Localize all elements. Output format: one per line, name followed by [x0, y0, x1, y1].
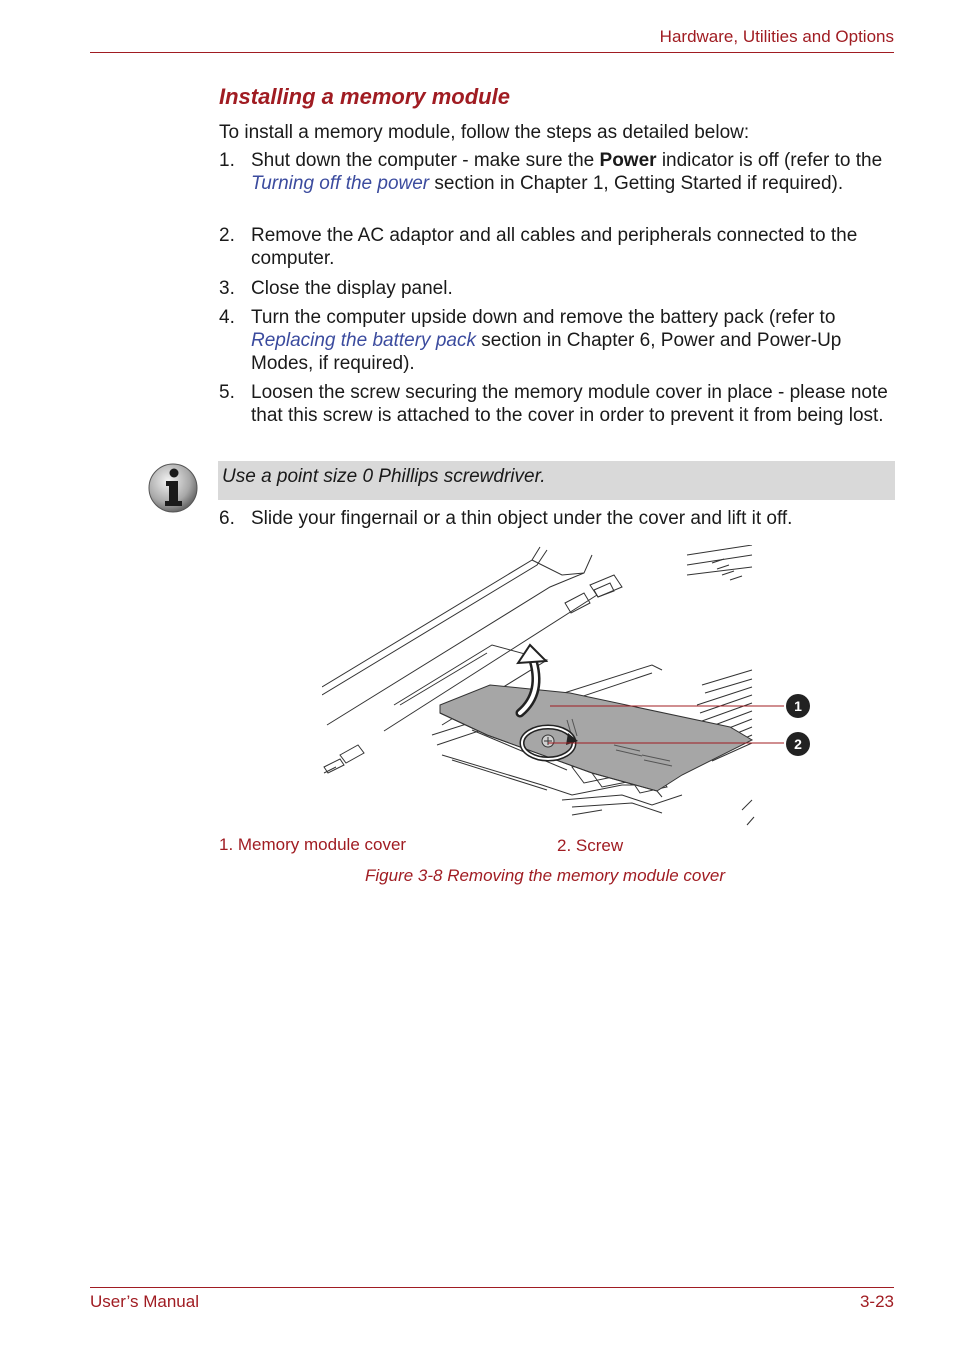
svg-text:2: 2: [794, 736, 802, 752]
callout-2: [786, 732, 810, 756]
step-1: [219, 149, 895, 195]
header-divider: [90, 52, 894, 53]
step-6: [219, 507, 895, 530]
legend-memory-module-cover: 1. Memory module cover: [219, 835, 407, 854]
figure-caption: Figure 3-8 Removing the memory module cover: [365, 866, 725, 885]
footer-manual-title: User’s Manual: [90, 1292, 199, 1311]
step-text: Turn the computer upside down and remove the battery pack (refer to Replacing the battery pack section in Chapter 6, Power and Power-Up Modes, if required).: [251, 307, 842, 374]
turning-off-power-link[interactable]: Turning off the power: [251, 173, 430, 194]
legend-screw: 2. Screw: [557, 836, 624, 855]
step-number: 5.: [219, 382, 235, 403]
note-box: [218, 461, 895, 500]
running-header: Hardware, Utilities and Options: [659, 27, 894, 46]
svg-text:1: 1: [794, 698, 802, 714]
intro-paragraph: To install a memory module, follow the steps as detailed below:: [219, 122, 750, 143]
step-number: 1.: [219, 150, 235, 171]
step-number: 3.: [219, 278, 235, 299]
page-number: 3-23: [859, 1292, 894, 1311]
step-5: [219, 381, 895, 427]
step-text: Loosen the screw securing the memory module cover in place - please note that this screw is attached to the cover in order to prevent it from being lost.: [251, 382, 888, 426]
step-3: [219, 277, 895, 300]
section-heading: Installing a memory module: [219, 84, 510, 109]
step-number: 4.: [219, 307, 235, 328]
step-text: Shut down the computer - make sure the Power indicator is off (refer to the Turning off the power section in Chapter 1, Getting Started if required).: [251, 150, 883, 194]
note-text: Use a point size 0 Phillips screwdriver.: [222, 466, 546, 487]
step-text: Close the display panel.: [251, 278, 453, 299]
step-4: [219, 306, 895, 375]
replacing-battery-pack-link[interactable]: Replacing the battery pack: [251, 330, 476, 351]
step-number: 2.: [219, 225, 235, 246]
callout-1: [786, 694, 810, 718]
step-text: Remove the AC adaptor and all cables and peripherals connected to the computer.: [251, 225, 858, 269]
memory-cover-illustration: [322, 545, 817, 830]
info-icon: [147, 462, 199, 514]
footer-divider: [90, 1287, 894, 1288]
step-2: [219, 224, 895, 270]
step-text: Slide your fingernail or a thin object under the cover and lift it off.: [251, 508, 793, 529]
step-number: 6.: [219, 508, 235, 529]
